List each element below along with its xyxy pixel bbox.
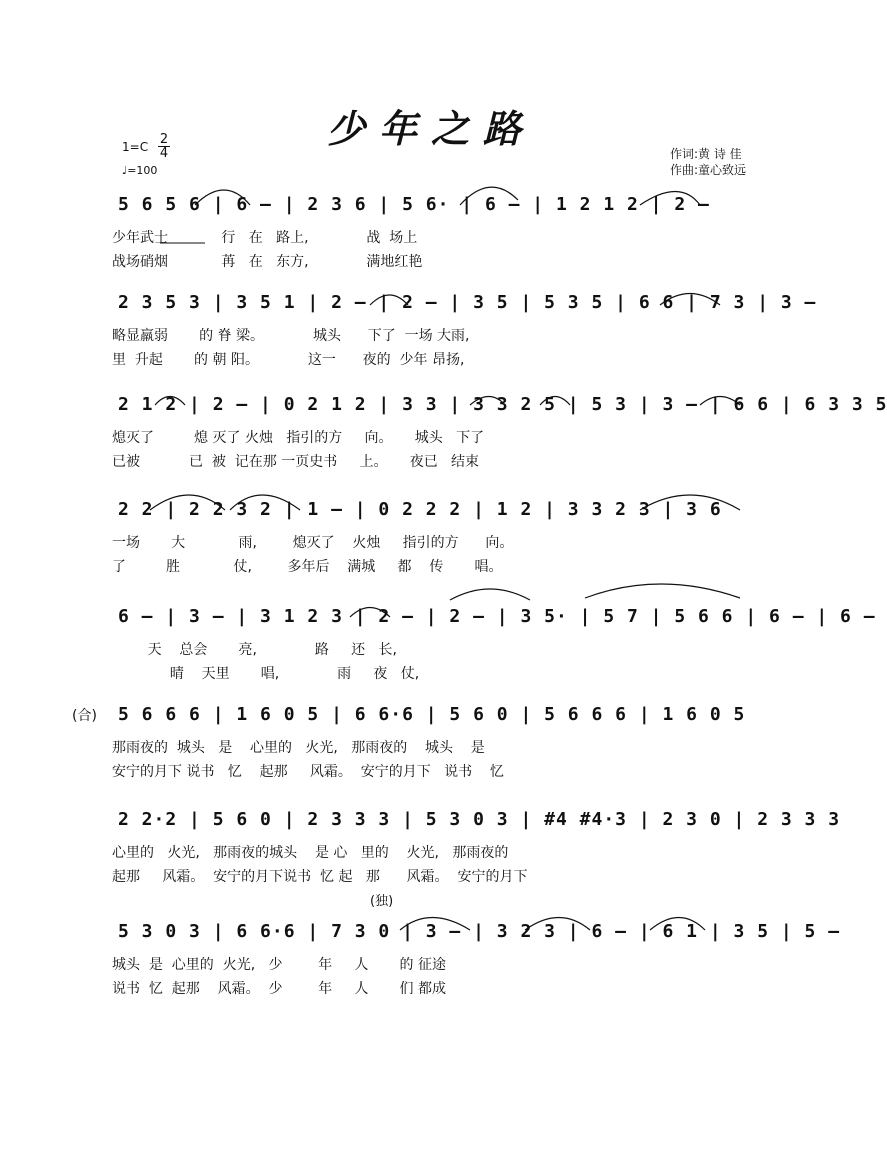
notation-line: 5 3 0 3 | 6 6·6 | 7 3 0 | 3 – | 3 2 3 | 6 – | 6 1 | 3 5 | 5 – [118,921,841,942]
lyric-verse-1: 心里的 火光, 那雨夜的城头 是 心 里的 火光, 那雨夜的 [112,845,509,861]
notation-line: 6 – | 3 – | 3 1 2 3 | 2 – | 2 – | 3 5· | 5 7 | 5 6 6 | 6 – | 6 – [118,606,876,627]
lyric-verse-2: 战场硝烟 苒 在 东方, 满地红艳 [112,254,423,270]
lyric-verse-2: 里 升起 的 朝 阳。 这一 夜的 少年 昂扬, [112,352,465,368]
solo-label: (独) [370,894,394,909]
lyric-verse-1: 少年武士 行 在 路上, 战 场上 [112,230,418,246]
notation-line: 5 6 5 6 | 6 – | 2 3 6 | 5 6· | 6 – | 1 2 1 2 | 2 – [118,194,710,215]
lyric-verse-1: 天 总会 亮, 路 还 长, [112,642,397,658]
notation-line: 2 2·2 | 5 6 0 | 2 3 3 3 | 5 3 0 3 | #4 #4·3 | 2 3 0 | 2 3 3 3 [118,809,841,830]
notation-line: 2 2 | 2 2 3 2 | 1 – | 0 2 2 2 | 1 2 | 3 3 2 3 | 3 6 [118,499,722,520]
lyric-verse-2: 说书 忆 起那 风霜。 少 年 人 们 都成 [112,981,446,997]
time-signature-bottom: 4 [159,146,169,161]
lyric-verse-2: 已被 已 被 记在那 一页史书 上。 夜已 结束 [112,454,480,470]
notation-line: 2 1 2 | 2 – | 0 2 1 2 | 3 3 | 3 3 2 5 | 5 3 | 3 – | 6 6 | 6 3 3 5 [118,394,887,415]
composer-credit: 作曲:童心致远 [670,163,747,177]
notation-line: 5 6 6 6 | 1 6 0 5 | 6 6·6 | 5 6 0 | 5 6 6 6 | 1 6 0 5 [118,704,746,725]
lyric-verse-2: 安宁的月下 说书 忆 起那 风霜。 安宁的月下 说书 忆 [112,764,504,780]
lyricist-credit: 作词:黄 诗 佳 [670,147,742,161]
time-signature-top: 2 [159,132,169,147]
chorus-label: (合) [72,708,97,724]
lyric-verse-2: 起那 风霜。 安宁的月下说书 忆 起 那 风霜。 安宁的月下 [112,869,528,885]
lyric-verse-1: 一场 大 雨, 熄灭了 火烛 指引的方 向。 [112,535,514,551]
lyric-verse-1: 熄灭了 熄 灭了 火烛 指引的方 向。 城头 下了 [112,430,485,446]
tempo-marking: ♩=100 [122,164,158,177]
lyric-verse-1: 略显羸弱 的 脊 梁。 城头 下了 一场 大雨, [112,328,470,344]
key-signature: 1=C [122,140,149,154]
lyric-verse-1: 那雨夜的 城头 是 心里的 火光, 那雨夜的 城头 是 [112,740,485,756]
notation-line: 2 3 5 3 | 3 5 1 | 2 – | 2 – | 3 5 | 5 3 5 | 6 6 | 7 3 | 3 – [118,292,817,313]
song-title: 少年之路 [326,106,535,151]
lyric-verse-1: 城头 是 心里的 火光, 少 年 人 的 征途 [112,957,446,973]
lyric-verse-2: 晴 天里 唱, 雨 夜 仗, [112,666,420,682]
lyric-verse-2: 了 胜 仗, 多年后 满城 都 传 唱。 [112,559,503,575]
